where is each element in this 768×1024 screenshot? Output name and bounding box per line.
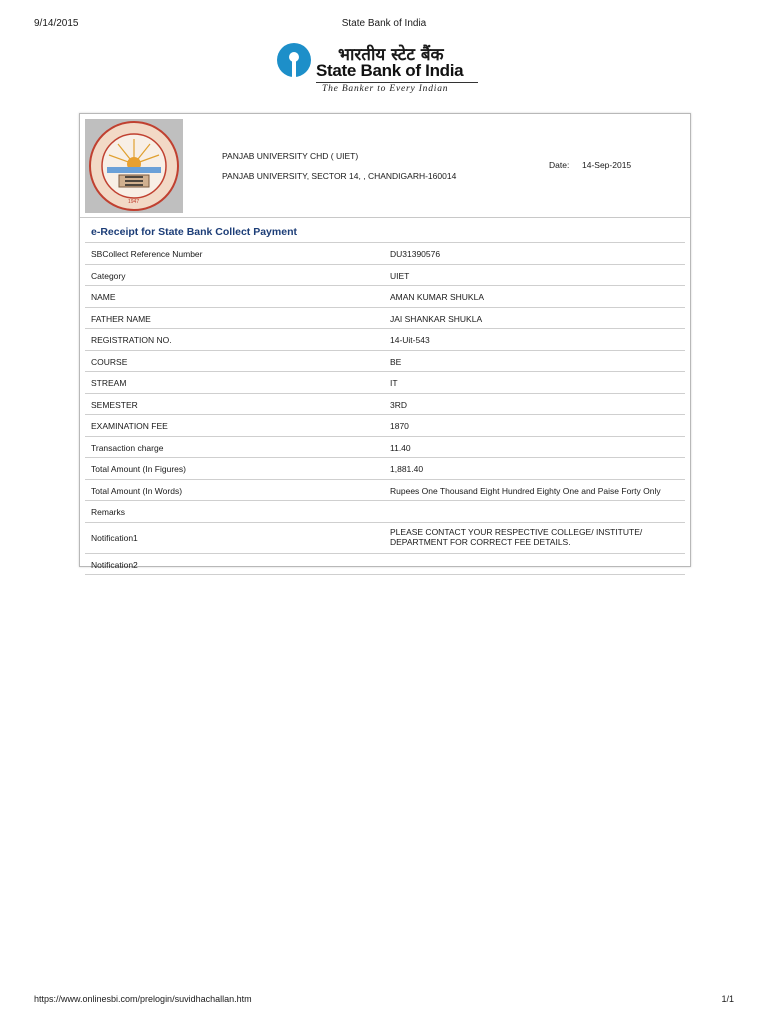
- row-value: 1,881.40: [390, 464, 424, 474]
- row-label: Total Amount (In Words): [91, 485, 183, 496]
- table-row: [85, 457, 685, 479]
- table-row: [85, 328, 685, 350]
- sbi-emblem-icon: [276, 42, 312, 78]
- table-row: [85, 285, 685, 307]
- header-separator: [80, 217, 690, 218]
- row-label: EXAMINATION FEE: [91, 421, 168, 431]
- table-row: [85, 553, 685, 576]
- row-value: JAI SHANKAR SHUKLA: [390, 313, 483, 324]
- page-count: 1/1: [721, 994, 734, 1004]
- receipt-heading: e-Receipt for State Bank Collect Payment: [91, 226, 297, 238]
- row-label: Notification1: [91, 532, 138, 543]
- row-value: BE: [390, 356, 402, 367]
- row-value: 14-Uit-543: [390, 335, 430, 345]
- row-label: STREAM: [91, 378, 127, 388]
- table-row: [85, 414, 685, 436]
- row-value: PLEASE CONTACT YOUR RESPECTIVE COLLEGE/ INSTITUTE/ DEPARTMENT FOR CORRECT FEE DETAILS.: [390, 526, 643, 547]
- university-logo: [85, 119, 183, 213]
- row-label: SEMESTER: [91, 399, 138, 410]
- sbi-logo: [276, 42, 480, 96]
- date-value: 14-Sep-2015: [582, 160, 632, 170]
- table-row: [85, 371, 685, 393]
- university-name: PANJAB UNIVERSITY CHD ( UIET): [222, 151, 359, 161]
- date-label: Date:: [549, 160, 570, 170]
- table-row: [85, 307, 685, 329]
- table-row: [85, 436, 685, 458]
- sbi-hindi-name: भारतीय स्टेट बैंक: [338, 45, 444, 65]
- row-value: AMAN KUMAR SHUKLA: [390, 292, 484, 302]
- row-label: REGISTRATION NO.: [91, 335, 172, 345]
- university-logo-year: 1947: [128, 199, 140, 205]
- e-receipt: [79, 113, 691, 570]
- sbi-tagline: The Banker to Every Indian: [322, 84, 449, 94]
- row-label: FATHER NAME: [91, 313, 151, 324]
- table-row: [85, 522, 685, 553]
- row-value: 1870: [390, 421, 409, 431]
- row-label: SBCollect Reference Number: [91, 249, 203, 259]
- table-row: [85, 479, 685, 501]
- row-value: 3RD: [390, 399, 408, 410]
- table-row: [85, 393, 685, 415]
- logo-divider: [316, 82, 478, 83]
- row-label: COURSE: [91, 356, 128, 367]
- row-label: NAME: [91, 292, 116, 302]
- print-date: 9/14/2015: [34, 18, 79, 29]
- row-value: IT: [390, 378, 398, 388]
- row-label: Notification2: [91, 559, 138, 570]
- row-value: UIET: [390, 270, 410, 281]
- row-value: 11.40: [390, 442, 411, 453]
- row-value: DU31390576: [390, 249, 441, 259]
- page-url: https://www.onlinesbi.com/prelogin/suvidhachallan.htm: [34, 994, 252, 1004]
- row-label: Transaction charge: [91, 442, 164, 453]
- sbi-english-name: State Bank of India: [316, 61, 464, 80]
- receipt-table: [85, 242, 685, 575]
- print-title: State Bank of India: [341, 18, 427, 29]
- row-label: Remarks: [91, 507, 126, 517]
- table-row: [85, 350, 685, 372]
- table-row: [85, 242, 685, 264]
- university-address: PANJAB UNIVERSITY, SECTOR 14, , CHANDIGARH-160014: [222, 171, 457, 181]
- row-label: Total Amount (In Figures): [91, 464, 186, 474]
- row-value: Rupees One Thousand Eight Hundred Eighty One and Paise Forty Only: [390, 485, 661, 496]
- table-row: [85, 500, 685, 522]
- print-header: [0, 18, 768, 32]
- table-row: [85, 264, 685, 286]
- row-label: Category: [91, 270, 126, 281]
